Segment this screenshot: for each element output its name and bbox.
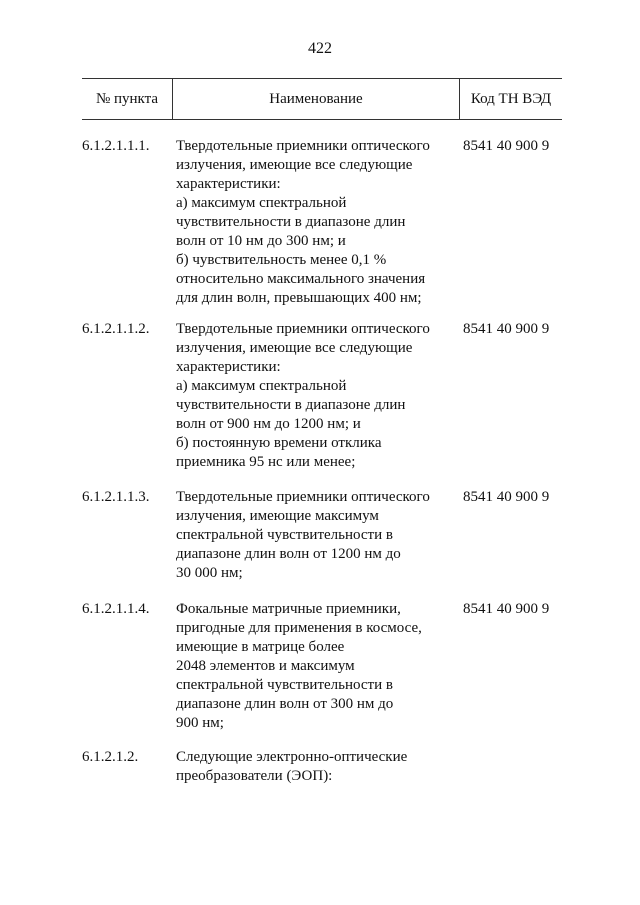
name-line: Следующие электронно-оптические (176, 749, 408, 765)
row-number: 6.1.2.1.1.4. (82, 601, 150, 617)
name-line: Твердотельные приемники оптического (176, 489, 430, 505)
name-line: чувствительности в диапазоне длин (176, 214, 406, 230)
name-line: волн от 10 нм до 300 нм; и (176, 233, 346, 249)
name-line: излучения, имеющие все следующие (176, 157, 413, 173)
name-line: для длин волн, превышающих 400 нм; (176, 290, 422, 306)
name-line: 30 000 нм; (176, 565, 243, 581)
row-code: 8541 40 900 9 (463, 138, 550, 154)
name-line: диапазоне длин волн от 1200 нм до (176, 546, 401, 562)
row-number: 6.1.2.1.1.1. (82, 138, 150, 154)
row-name (176, 320, 466, 472)
name-line: Твердотельные приемники оптического (176, 321, 430, 337)
row-code: 8541 40 900 9 (463, 489, 550, 505)
row-name (176, 488, 466, 583)
row-name (176, 600, 466, 733)
name-line: излучения, имеющие все следующие (176, 340, 413, 356)
name-line: характеристики: (176, 359, 281, 375)
row-name (176, 137, 466, 308)
page-number: 422 (308, 40, 332, 57)
row-number: 6.1.2.1.1.2. (82, 321, 150, 337)
row-number: 6.1.2.1.2. (82, 749, 139, 765)
name-line: относительно максимального значения (176, 271, 426, 287)
row-name (176, 748, 466, 786)
name-line: б) постоянную времени отклика (176, 435, 382, 451)
row-code: 8541 40 900 9 (463, 321, 550, 337)
header-code: Код ТН ВЭД (470, 91, 552, 107)
row-number: 6.1.2.1.1.3. (82, 489, 150, 505)
name-line: Фокальные матричные приемники, (176, 601, 401, 617)
name-line: имеющие в матрице более (176, 639, 345, 655)
name-line: 900 нм; (176, 715, 224, 731)
name-line: диапазоне длин волн от 300 нм до (176, 696, 394, 712)
header-number: № пункта (95, 91, 159, 107)
name-line: спектральной чувствительности в (176, 677, 393, 693)
name-line: преобразователи (ЭОП): (176, 768, 333, 784)
document-table (82, 78, 562, 784)
name-line: 2048 элементов и максимум (176, 658, 355, 674)
name-line: пригодные для применения в космосе, (176, 620, 422, 636)
name-line: а) максимум спектральной (176, 378, 347, 394)
name-line: излучения, имеющие максимум (176, 508, 379, 524)
row-code: 8541 40 900 9 (463, 601, 550, 617)
name-line: Твердотельные приемники оптического (176, 138, 430, 154)
name-line: а) максимум спектральной (176, 195, 347, 211)
name-line: волн от 900 нм до 1200 нм; и (176, 416, 361, 432)
name-line: чувствительности в диапазоне длин (176, 397, 406, 413)
header-name: Наименование (172, 79, 460, 119)
name-line: характеристики: (176, 176, 281, 192)
name-line: спектральной чувствительности в (176, 527, 393, 543)
name-line: б) чувствительность менее 0,1 % (176, 252, 387, 268)
table-header (82, 78, 562, 120)
name-line: приемника 95 нс или менее; (176, 454, 356, 470)
